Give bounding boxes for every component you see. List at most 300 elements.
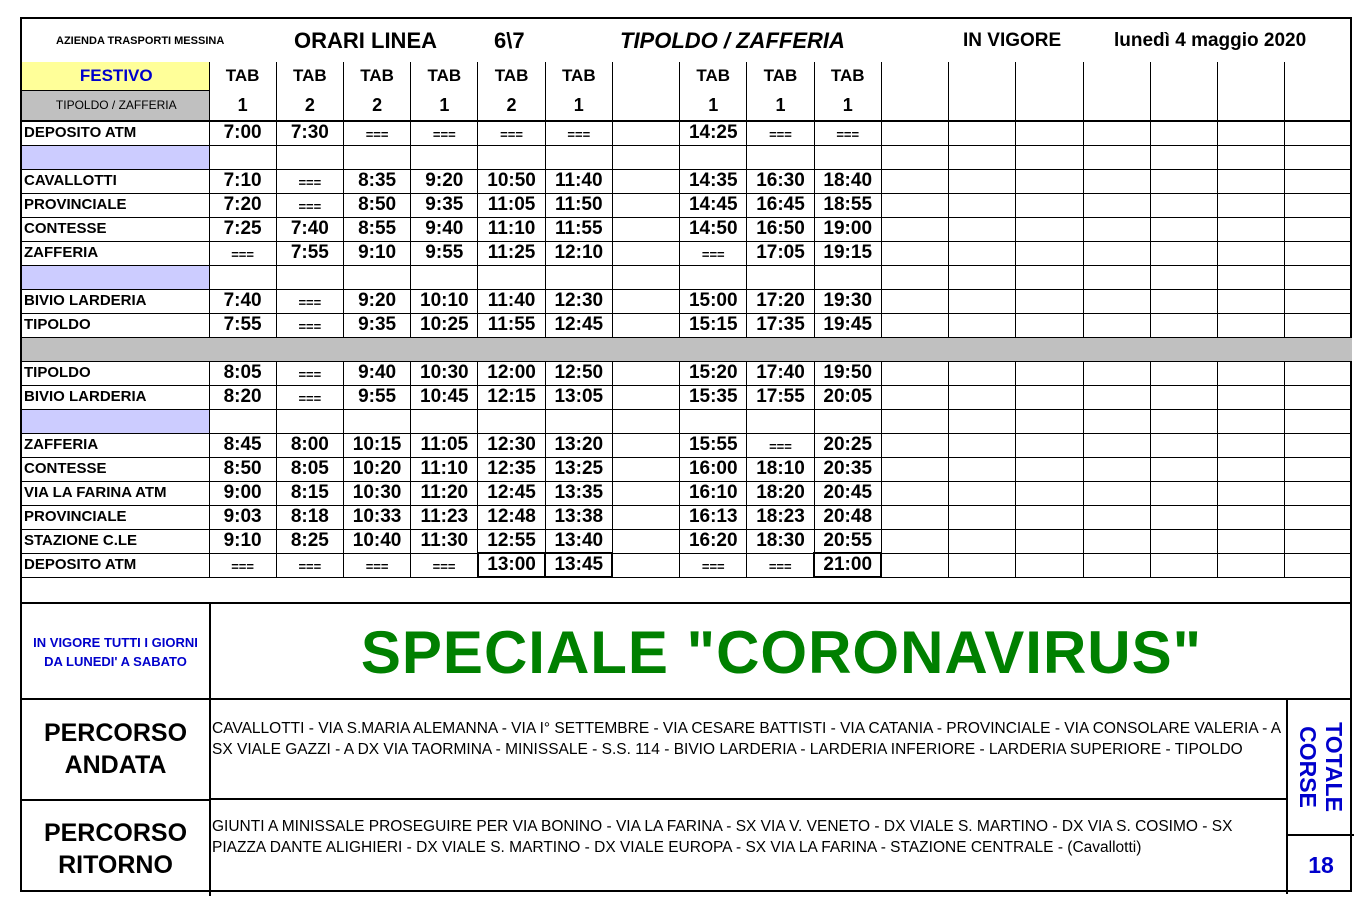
empty-cell: [1016, 481, 1083, 505]
departure-time: 13:45: [545, 553, 612, 577]
departure-time: 13:40: [545, 529, 612, 553]
empty-cell: [612, 481, 679, 505]
departure-time: 9:03: [209, 505, 276, 529]
empty-cell: [478, 145, 545, 169]
departure-time: 18:10: [747, 457, 814, 481]
empty-cell: [1083, 457, 1150, 481]
departure-time: 20:25: [814, 433, 881, 457]
departure-time: 9:35: [343, 313, 410, 337]
departure-time: 12:30: [478, 433, 545, 457]
empty-cell: [881, 529, 948, 553]
empty-cell: [949, 265, 1016, 289]
return-route-label: PERCORSO RITORNO: [22, 799, 211, 896]
route-name: TIPOLDO / ZAFFERIA: [620, 27, 845, 53]
empty-cell: [1016, 193, 1083, 217]
departure-time: 12:50: [545, 361, 612, 385]
empty-cell: [1218, 265, 1285, 289]
stop-name: PROVINCIALE: [22, 505, 209, 529]
line-number: 6\7: [494, 27, 525, 53]
empty-cell: [1016, 553, 1083, 577]
empty-cell: [881, 433, 948, 457]
departure-time: 15:55: [680, 433, 747, 457]
empty-cell: [949, 385, 1016, 409]
tab-number: 1: [814, 90, 881, 121]
stop-name: DEPOSITO ATM: [22, 121, 209, 145]
departure-time: 11:20: [411, 481, 478, 505]
departure-time: 16:10: [680, 481, 747, 505]
empty-cell: [814, 409, 881, 433]
no-service-cell: ===: [814, 121, 881, 145]
departure-time: 10:25: [411, 313, 478, 337]
departure-time: 11:10: [478, 217, 545, 241]
special-banner: SPECIALE "CORONAVIRUS": [360, 618, 1203, 686]
spacer-row: [22, 409, 1352, 433]
empty-cell: [1150, 217, 1217, 241]
no-service-cell: ===: [343, 121, 410, 145]
empty-cell: [1083, 217, 1150, 241]
empty-cell: [1150, 481, 1217, 505]
empty-cell: [1218, 313, 1285, 337]
total-trips-box: [1286, 700, 1354, 894]
timetable: [22, 62, 1352, 578]
departure-time: 10:30: [411, 361, 478, 385]
empty-cell: [881, 193, 948, 217]
departure-time: 9:20: [411, 169, 478, 193]
no-service-cell: ===: [343, 553, 410, 577]
stop-row: [22, 217, 1352, 241]
empty-cell: [1150, 241, 1217, 265]
departure-time: 12:00: [478, 361, 545, 385]
empty-cell: [1016, 289, 1083, 313]
tab-number: 1: [411, 90, 478, 121]
departure-time: 8:20: [209, 385, 276, 409]
empty-cell: [478, 409, 545, 433]
empty-cell: [881, 62, 948, 90]
empty-cell: [1150, 409, 1217, 433]
no-service-cell: ===: [276, 169, 343, 193]
empty-cell: [1016, 169, 1083, 193]
departure-time: 12:48: [478, 505, 545, 529]
tab-number: 1: [545, 90, 612, 121]
empty-cell: [612, 313, 679, 337]
empty-cell: [680, 409, 747, 433]
empty-cell: [1083, 241, 1150, 265]
departure-time: 9:00: [209, 481, 276, 505]
no-service-cell: ===: [747, 433, 814, 457]
empty-cell: [1150, 289, 1217, 313]
departure-time: 18:23: [747, 505, 814, 529]
departure-time: 11:55: [545, 217, 612, 241]
departure-time: 12:35: [478, 457, 545, 481]
no-service-cell: ===: [276, 361, 343, 385]
empty-cell: [1285, 193, 1352, 217]
empty-cell: [612, 289, 679, 313]
departure-time: 13:00: [478, 553, 545, 577]
departure-time: 14:35: [680, 169, 747, 193]
empty-cell: [1083, 553, 1150, 577]
empty-cell: [814, 265, 881, 289]
no-service-cell: ===: [680, 241, 747, 265]
departure-time: 12:10: [545, 241, 612, 265]
departure-time: 13:38: [545, 505, 612, 529]
departure-time: 16:45: [747, 193, 814, 217]
stop-row: [22, 433, 1352, 457]
empty-cell: [612, 241, 679, 265]
empty-cell: [1218, 529, 1285, 553]
empty-cell: [1218, 505, 1285, 529]
empty-cell: [209, 265, 276, 289]
empty-cell: [949, 62, 1016, 90]
empty-cell: [1150, 385, 1217, 409]
empty-cell: [1150, 265, 1217, 289]
direction-separator: [22, 337, 1352, 361]
validity-note: IN VIGORE TUTTI I GIORNI DA LUNEDI' A SABATO: [22, 604, 211, 700]
tab-number: 2: [478, 90, 545, 121]
empty-cell: [1016, 241, 1083, 265]
empty-cell: [612, 217, 679, 241]
spacer-cell: [22, 265, 209, 289]
tab-header: TAB: [680, 62, 747, 90]
departure-time: 11:50: [545, 193, 612, 217]
tab-number: 1: [747, 90, 814, 121]
departure-time: 18:55: [814, 193, 881, 217]
stop-row: [22, 241, 1352, 265]
no-service-cell: ===: [411, 553, 478, 577]
no-service-cell: ===: [680, 553, 747, 577]
empty-cell: [612, 505, 679, 529]
departure-time: 11:40: [545, 169, 612, 193]
empty-cell: [1083, 505, 1150, 529]
departure-time: 16:20: [680, 529, 747, 553]
empty-cell: [276, 145, 343, 169]
departure-time: 21:00: [814, 553, 881, 577]
departure-time: 15:20: [680, 361, 747, 385]
empty-cell: [1083, 169, 1150, 193]
empty-cell: [881, 385, 948, 409]
departure-time: 7:55: [209, 313, 276, 337]
empty-cell: [1083, 433, 1150, 457]
departure-time: 11:05: [411, 433, 478, 457]
departure-time: 19:30: [814, 289, 881, 313]
tab-header: TAB: [478, 62, 545, 90]
empty-cell: [949, 313, 1016, 337]
departure-time: 11:30: [411, 529, 478, 553]
empty-cell: [949, 361, 1016, 385]
empty-cell: [612, 169, 679, 193]
empty-cell: [1083, 62, 1150, 90]
tab-header: TAB: [276, 62, 343, 90]
empty-cell: [545, 265, 612, 289]
empty-cell: [1150, 529, 1217, 553]
departure-time: 11:10: [411, 457, 478, 481]
stop-name: TIPOLDO: [22, 361, 209, 385]
empty-cell: [1016, 217, 1083, 241]
departure-time: 9:35: [411, 193, 478, 217]
empty-cell: [1083, 481, 1150, 505]
stop-name: PROVINCIALE: [22, 193, 209, 217]
empty-cell: [1285, 409, 1352, 433]
empty-cell: [814, 145, 881, 169]
empty-cell: [1150, 121, 1217, 145]
tab-header: TAB: [545, 62, 612, 90]
empty-cell: [1083, 193, 1150, 217]
empty-cell: [1150, 457, 1217, 481]
departure-time: 20:45: [814, 481, 881, 505]
departure-time: 12:15: [478, 385, 545, 409]
departure-time: 17:05: [747, 241, 814, 265]
departure-time: 13:05: [545, 385, 612, 409]
departure-time: 8:05: [209, 361, 276, 385]
empty-cell: [343, 265, 410, 289]
empty-cell: [1285, 505, 1352, 529]
empty-cell: [612, 121, 679, 145]
tab-header: TAB: [747, 62, 814, 90]
stop-row: [22, 361, 1352, 385]
no-service-cell: ===: [209, 553, 276, 577]
departure-time: 11:55: [478, 313, 545, 337]
tab-header: TAB: [411, 62, 478, 90]
empty-cell: [1218, 409, 1285, 433]
empty-cell: [949, 409, 1016, 433]
departure-time: 19:50: [814, 361, 881, 385]
empty-cell: [343, 409, 410, 433]
empty-cell: [881, 90, 948, 121]
empty-cell: [1218, 90, 1285, 121]
empty-cell: [612, 193, 679, 217]
departure-time: 20:35: [814, 457, 881, 481]
empty-cell: [949, 90, 1016, 121]
departure-time: 19:15: [814, 241, 881, 265]
departure-time: 15:15: [680, 313, 747, 337]
empty-cell: [1083, 361, 1150, 385]
empty-cell: [209, 409, 276, 433]
stop-name: ZAFFERIA: [22, 433, 209, 457]
departure-time: 11:23: [411, 505, 478, 529]
departure-time: 9:40: [411, 217, 478, 241]
empty-cell: [612, 409, 679, 433]
empty-cell: [881, 553, 948, 577]
empty-cell: [612, 385, 679, 409]
outbound-route-text: CAVALLOTTI - VIA S.MARIA ALEMANNA - VIA I° SETTEMBRE - VIA CESARE BATTISTI - VIA CATANIA - PROVINCIALE - VIA CONSOLARE VALERIA - A SX VIALE GAZZI - A DX VIA TAORMINA - MINISSALE - S.S. 114 - BIVIO LARDERIA - LARDERIA INFERIORE - LARDERIA SUPERIORE - TIPOLDO: [212, 720, 1281, 758]
empty-cell: [1083, 145, 1150, 169]
empty-cell: [747, 409, 814, 433]
day-type-label: FESTIVO: [22, 62, 209, 90]
empty-cell: [949, 505, 1016, 529]
empty-cell: [1218, 553, 1285, 577]
empty-cell: [1016, 457, 1083, 481]
no-service-cell: ===: [276, 313, 343, 337]
empty-cell: [1016, 361, 1083, 385]
stop-row: [22, 457, 1352, 481]
departure-time: 10:15: [343, 433, 410, 457]
tab-header: TAB: [814, 62, 881, 90]
tab-header: TAB: [343, 62, 410, 90]
stop-name: STAZIONE C.LE: [22, 529, 209, 553]
departure-time: 7:40: [209, 289, 276, 313]
departure-time: 7:25: [209, 217, 276, 241]
in-vigore-label: IN VIGORE: [963, 29, 1062, 51]
empty-cell: [612, 90, 679, 121]
departure-time: 8:50: [343, 193, 410, 217]
empty-cell: [881, 481, 948, 505]
empty-cell: [1083, 529, 1150, 553]
empty-cell: [1285, 481, 1352, 505]
return-route-text: GIUNTI A MINISSALE PROSEGUIRE PER VIA BONINO - VIA LA FARINA - SX VIA V. VENETO - DX VIALE S. MARTINO - DX VIA S. COSIMO - SX PIAZZA DANTE ALIGHIERI - DX VIALE S. MARTINO - DX VIALE EUROPA - SX VIA LA FARINA - STAZIONE CENTRALE - (Cavallotti): [212, 818, 1233, 856]
empty-cell: [881, 361, 948, 385]
total-trips-value: 18: [1308, 851, 1334, 878]
departure-time: 11:40: [478, 289, 545, 313]
empty-cell: [949, 529, 1016, 553]
empty-cell: [1218, 169, 1285, 193]
empty-cell: [1016, 385, 1083, 409]
departure-time: 10:30: [343, 481, 410, 505]
stop-row: [22, 193, 1352, 217]
stop-name: ZAFFERIA: [22, 241, 209, 265]
empty-cell: [747, 265, 814, 289]
stop-row: [22, 313, 1352, 337]
route-section: [22, 698, 1352, 894]
empty-cell: [881, 313, 948, 337]
empty-cell: [1016, 313, 1083, 337]
empty-cell: [1150, 361, 1217, 385]
empty-cell: [881, 457, 948, 481]
stop-name: TIPOLDO: [22, 313, 209, 337]
outbound-route-label: PERCORSO ANDATA: [22, 700, 211, 798]
stop-name: CAVALLOTTI: [22, 169, 209, 193]
empty-cell: [612, 62, 679, 90]
total-trips-label: TOTALE CORSE: [1295, 722, 1347, 812]
empty-cell: [1016, 529, 1083, 553]
empty-cell: [1016, 409, 1083, 433]
empty-cell: [1285, 169, 1352, 193]
no-service-cell: ===: [276, 553, 343, 577]
empty-cell: [881, 145, 948, 169]
departure-time: 10:20: [343, 457, 410, 481]
empty-cell: [411, 145, 478, 169]
page-title: ORARI LINEA: [294, 27, 437, 53]
empty-cell: [612, 145, 679, 169]
departure-time: 8:15: [276, 481, 343, 505]
departure-time: 11:05: [478, 193, 545, 217]
departure-time: 8:18: [276, 505, 343, 529]
departure-time: 11:25: [478, 241, 545, 265]
empty-cell: [478, 265, 545, 289]
empty-cell: [747, 145, 814, 169]
departure-time: 8:55: [343, 217, 410, 241]
no-service-cell: ===: [276, 289, 343, 313]
departure-time: 20:05: [814, 385, 881, 409]
departure-time: 10:33: [343, 505, 410, 529]
empty-cell: [680, 265, 747, 289]
departure-time: 9:20: [343, 289, 410, 313]
departure-time: 12:45: [545, 313, 612, 337]
no-service-cell: ===: [411, 121, 478, 145]
empty-cell: [1150, 433, 1217, 457]
empty-cell: [1285, 313, 1352, 337]
empty-cell: [949, 457, 1016, 481]
empty-cell: [1285, 121, 1352, 145]
empty-cell: [1218, 145, 1285, 169]
empty-cell: [1218, 385, 1285, 409]
departure-time: 17:20: [747, 289, 814, 313]
empty-cell: [881, 289, 948, 313]
empty-cell: [1285, 433, 1352, 457]
tab-header: TAB: [209, 62, 276, 90]
tab-number: 2: [343, 90, 410, 121]
departure-time: 12:30: [545, 289, 612, 313]
empty-cell: [276, 265, 343, 289]
departure-time: 14:45: [680, 193, 747, 217]
departure-time: 8:45: [209, 433, 276, 457]
departure-time: 10:50: [478, 169, 545, 193]
departure-time: 20:48: [814, 505, 881, 529]
departure-time: 13:20: [545, 433, 612, 457]
departure-time: 15:35: [680, 385, 747, 409]
departure-time: 16:30: [747, 169, 814, 193]
empty-cell: [1218, 241, 1285, 265]
empty-cell: [1150, 169, 1217, 193]
empty-cell: [1285, 553, 1352, 577]
departure-time: 18:40: [814, 169, 881, 193]
empty-cell: [1150, 193, 1217, 217]
stop-row: [22, 481, 1352, 505]
special-section: [22, 602, 1352, 700]
empty-cell: [1016, 145, 1083, 169]
spacer-row: [22, 265, 1352, 289]
stop-row: [22, 169, 1352, 193]
empty-cell: [411, 409, 478, 433]
empty-cell: [881, 265, 948, 289]
empty-cell: [545, 145, 612, 169]
departure-time: 7:00: [209, 121, 276, 145]
stop-name: DEPOSITO ATM: [22, 553, 209, 577]
empty-cell: [612, 361, 679, 385]
stop-row: [22, 505, 1352, 529]
departure-time: 9:55: [411, 241, 478, 265]
empty-cell: [343, 145, 410, 169]
empty-cell: [949, 145, 1016, 169]
tab-number: 2: [276, 90, 343, 121]
empty-cell: [1218, 457, 1285, 481]
empty-cell: [612, 433, 679, 457]
departure-time: 8:35: [343, 169, 410, 193]
empty-cell: [1083, 409, 1150, 433]
spacer-cell: [22, 409, 209, 433]
empty-cell: [949, 553, 1016, 577]
empty-cell: [1083, 313, 1150, 337]
departure-time: 9:10: [209, 529, 276, 553]
departure-time: 13:35: [545, 481, 612, 505]
empty-cell: [545, 409, 612, 433]
empty-cell: [1016, 121, 1083, 145]
empty-cell: [1285, 289, 1352, 313]
departure-time: 10:45: [411, 385, 478, 409]
departure-time: 10:40: [343, 529, 410, 553]
stop-name: VIA LA FARINA ATM: [22, 481, 209, 505]
empty-cell: [881, 217, 948, 241]
empty-cell: [949, 433, 1016, 457]
departure-time: 18:30: [747, 529, 814, 553]
no-service-cell: ===: [209, 241, 276, 265]
no-service-cell: ===: [747, 553, 814, 577]
departure-time: 7:40: [276, 217, 343, 241]
departure-time: 14:50: [680, 217, 747, 241]
empty-cell: [1150, 90, 1217, 121]
empty-cell: [1285, 361, 1352, 385]
no-service-cell: ===: [545, 121, 612, 145]
stop-name: BIVIO LARDERIA: [22, 289, 209, 313]
stop-row: [22, 289, 1352, 313]
